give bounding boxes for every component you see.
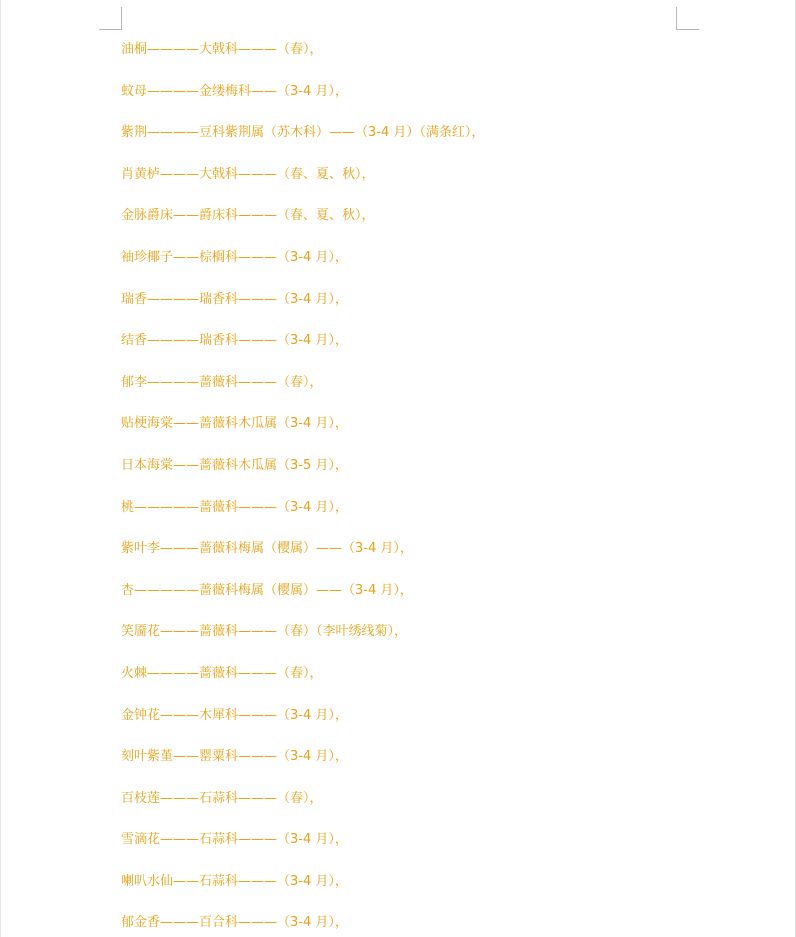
list-item: 杏—————蔷薇科梅属（樱属）——（3-4 月）， [121, 582, 413, 598]
list-item: 火棘————蔷薇科———（春）， [121, 665, 323, 681]
list-item: 金脉爵床——爵床科———（春、夏、秋）， [121, 208, 375, 224]
list-item: 笑靥花———蔷薇科———（春）（李叶绣线菊）， [121, 624, 408, 640]
list-item: 雪滴花———石蒜科———（3-4 月）， [121, 832, 348, 848]
list-item: 郁李————蔷薇科———（春）， [121, 374, 323, 390]
list-item: 袖珍椰子——棕榈科———（3-4 月）， [121, 249, 348, 265]
list-item: 喇叭水仙——石蒜科———（3-4 月）， [121, 873, 348, 889]
list-item: 瑞香————瑞香科———（3-4 月）， [121, 291, 348, 307]
list-item: 贴梗海棠——蔷薇科木瓜属（3-4 月）， [121, 416, 348, 432]
margin-corner-top-left [99, 7, 122, 30]
list-item: 蚊母————金缕梅科——（3-4 月）， [121, 83, 348, 99]
list-item: 紫叶李———蔷薇科梅属（樱属）——（3-4 月）， [121, 541, 413, 557]
margin-corner-top-right [676, 7, 699, 30]
plant-list [121, 39, 721, 937]
list-item: 紫荆————豆科紫荆属（苏木科）——（3-4 月）（满条红）， [121, 125, 485, 141]
list-item: 刻叶紫堇——罂粟科———（3-4 月）， [121, 749, 348, 765]
list-item: 肖黄栌———大戟科———（春、夏、秋）， [121, 166, 375, 182]
list-item: 百枝莲———石蒜科———（春）， [121, 790, 323, 806]
list-item: 日本海棠——蔷薇科木瓜属（3-5 月）， [121, 457, 348, 473]
list-item: 结香————瑞香科———（3-4 月）， [121, 333, 348, 349]
list-item: 郁金香———百合科———（3-4 月）， [121, 915, 348, 931]
list-item: 金钟花———木犀科———（3-4 月）， [121, 707, 348, 723]
list-item: 油桐————大戟科———（春）， [121, 42, 323, 57]
list-item: 桃—————蔷薇科———（3-4 月）， [121, 499, 348, 515]
